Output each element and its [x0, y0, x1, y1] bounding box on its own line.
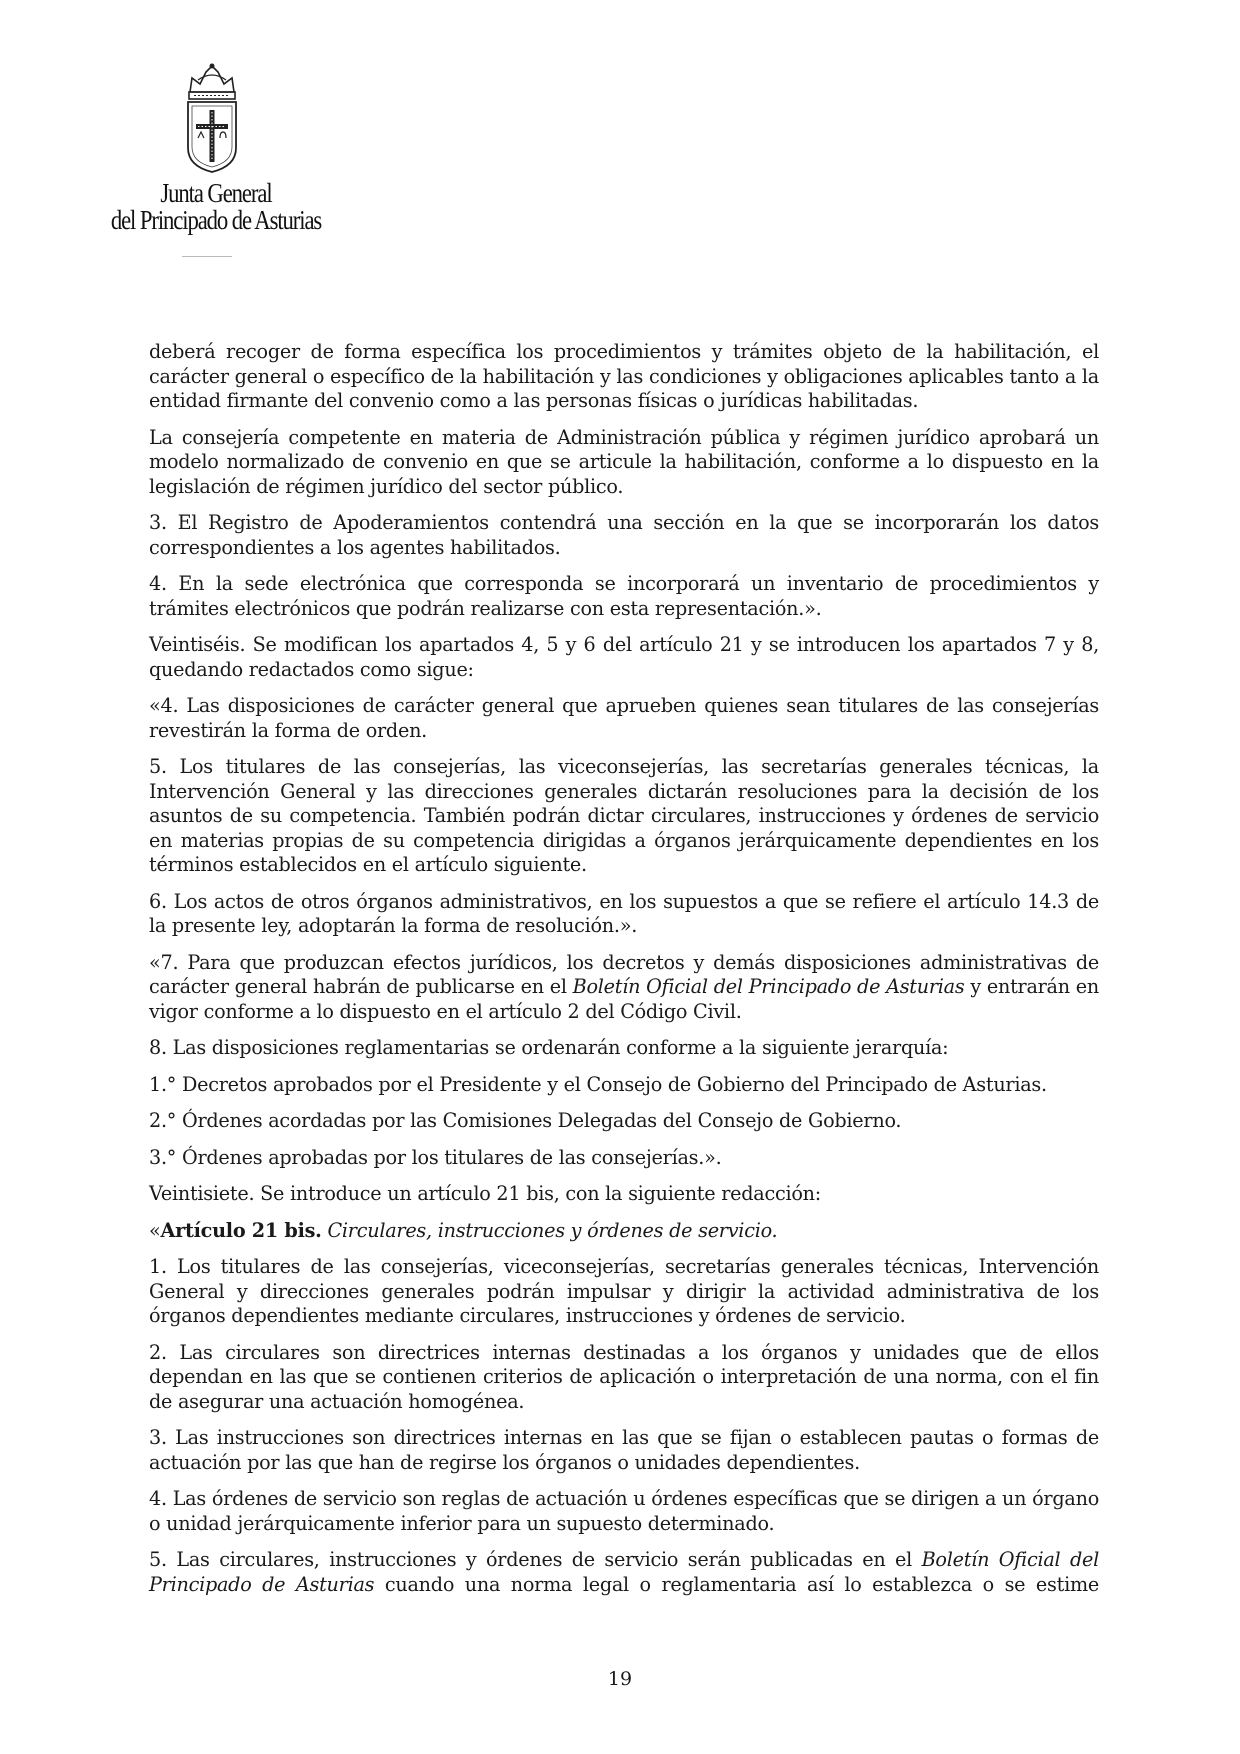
paragraph: 3. El Registro de Apoderamientos contendrá una sección en la que se incorporarán los datos correspondientes a los agentes habilitados.: [149, 511, 1099, 559]
list-item: 1.° Decretos aprobados por el Presidente y el Consejo de Gobierno del Principado de Asturias.: [149, 1072, 1047, 1096]
quote-mark: «: [149, 1218, 161, 1242]
paragraph: deberá recoger de forma específica los procedimientos y trámites objeto de la habilitación, el carácter general o específico de la habilitación y las condiciones y obligaciones aplicables tanto a la entidad firmante del convenio como a las personas físicas o jurídicas habilitadas.: [149, 340, 1099, 412]
paragraph: 4. En la sede electrónica que corresponda se incorporará un inventario de procedimientos y trámites electrónicos que podrán realizarse con esta representación.».: [149, 572, 1099, 620]
paragraph: 4. Las órdenes de servicio son reglas de actuación u órdenes específicas que se dirigen a un órgano o unidad jerárquicamente inferior para un supuesto determinado.: [149, 1487, 1099, 1535]
document-body: [149, 340, 1099, 1609]
paragraph: [149, 951, 1099, 1025]
paragraph: La consejería competente en materia de Administración pública y régimen jurídico aprobará un modelo normalizado de convenio en que se articule la habilitación, conforme a lo dispuesto en la legislación de régimen jurídico del sector público.: [149, 425, 1099, 498]
paragraph: 6. Los actos de otros órganos administrativos, en los supuestos a que se refiere el artículo 14.3 de la presente ley, adoptarán la forma de resolución.».: [149, 889, 1099, 937]
paragraph: [149, 1548, 1099, 1597]
list-item: 2.° Órdenes acordadas por las Comisiones Delegadas del Consejo de Gobierno.: [149, 1109, 902, 1132]
article-number: Artículo 21 bis.: [160, 1218, 322, 1242]
paragraph: «4. Las disposiciones de carácter general que aprueben quienes sean titulares de las consejerías revestirán la forma de orden.: [149, 694, 1099, 742]
paragraph-text: 5. Las circulares, instrucciones y órdenes de servicio serán publicadas en el: [149, 1548, 922, 1571]
page-number: 19: [607, 1668, 633, 1690]
paragraph: 1. Los titulares de las consejerías, viceconsejerías, secretarías generales técnicas, Intervención General y direcciones generales podrán impulsar y dirigir la actividad administrativa de los órganos dependientes mediante circulares, instrucciones y órdenes de servicio.: [149, 1255, 1099, 1327]
paragraph: 8. Las disposiciones reglamentarias se ordenarán conforme a la siguiente jerarquía:: [149, 1036, 949, 1059]
publication-title: Boletín Oficial del Principado de Asturias: [572, 975, 965, 998]
article-title: Circulares, instrucciones y órdenes de servicio.: [327, 1218, 778, 1242]
list-item: 3.° Órdenes aprobadas por los titulares de las consejerías.».: [149, 1145, 722, 1169]
organization-name-line1: Junta General: [160, 178, 272, 208]
article-heading: [149, 1219, 1099, 1244]
organization-name: [107, 180, 325, 234]
paragraph: 2. Las circulares son directrices internas destinadas a los órganos y unidades que de ellos dependan en las que se contienen criterios de aplicación o interpretación de una norma, con el fin de asegurar una actuación homogénea.: [149, 1340, 1099, 1413]
asturias-coat-of-arms-icon: [182, 62, 242, 174]
publication-title: Boletín Oficial del Principado de Asturias: [149, 1548, 1099, 1596]
paragraph: Veintisiete. Se introduce un artículo 21 bis, con la siguiente redacción:: [149, 1182, 821, 1205]
paragraph-text: «7. Para que produzcan efectos jurídicos, los decretos y demás disposiciones administrativas de carácter general habrán de publicarse en el: [149, 950, 1099, 998]
organization-name-line2: del Principado de Asturias: [110, 205, 322, 235]
document-header: [86, 62, 346, 262]
paragraph-text: y entrarán en vigor conforme a lo dispuesto en el artículo 2 del Código Civil.: [149, 975, 1099, 1023]
paragraph: 3. Las instrucciones son directrices internas en las que se fijan o establecen pautas o formas de actuación por las que han de regirse los órganos o unidades dependientes.: [149, 1426, 1099, 1474]
paragraph: Veintiséis. Se modifican los apartados 4, 5 y 6 del artículo 21 y se introducen los apartados 7 y 8, quedando redactados como sigue:: [149, 633, 1099, 681]
paragraph: 5. Los titulares de las consejerías, las viceconsejerías, las secretarías generales técnicas, la Intervención General y las direcciones generales dictarán resoluciones para la decisión de los asuntos de su competencia. También podrán dictar circulares, instrucciones y órdenes de servicio en materias propias de su competencia dirigidas a órganos jerárquicamente dependientes en los términos establecidos en el artículo siguiente.: [149, 755, 1099, 876]
paragraph-text: cuando una norma legal o reglamentaria así lo establezca o se estime: [374, 1572, 1100, 1596]
header-divider: [182, 256, 232, 257]
